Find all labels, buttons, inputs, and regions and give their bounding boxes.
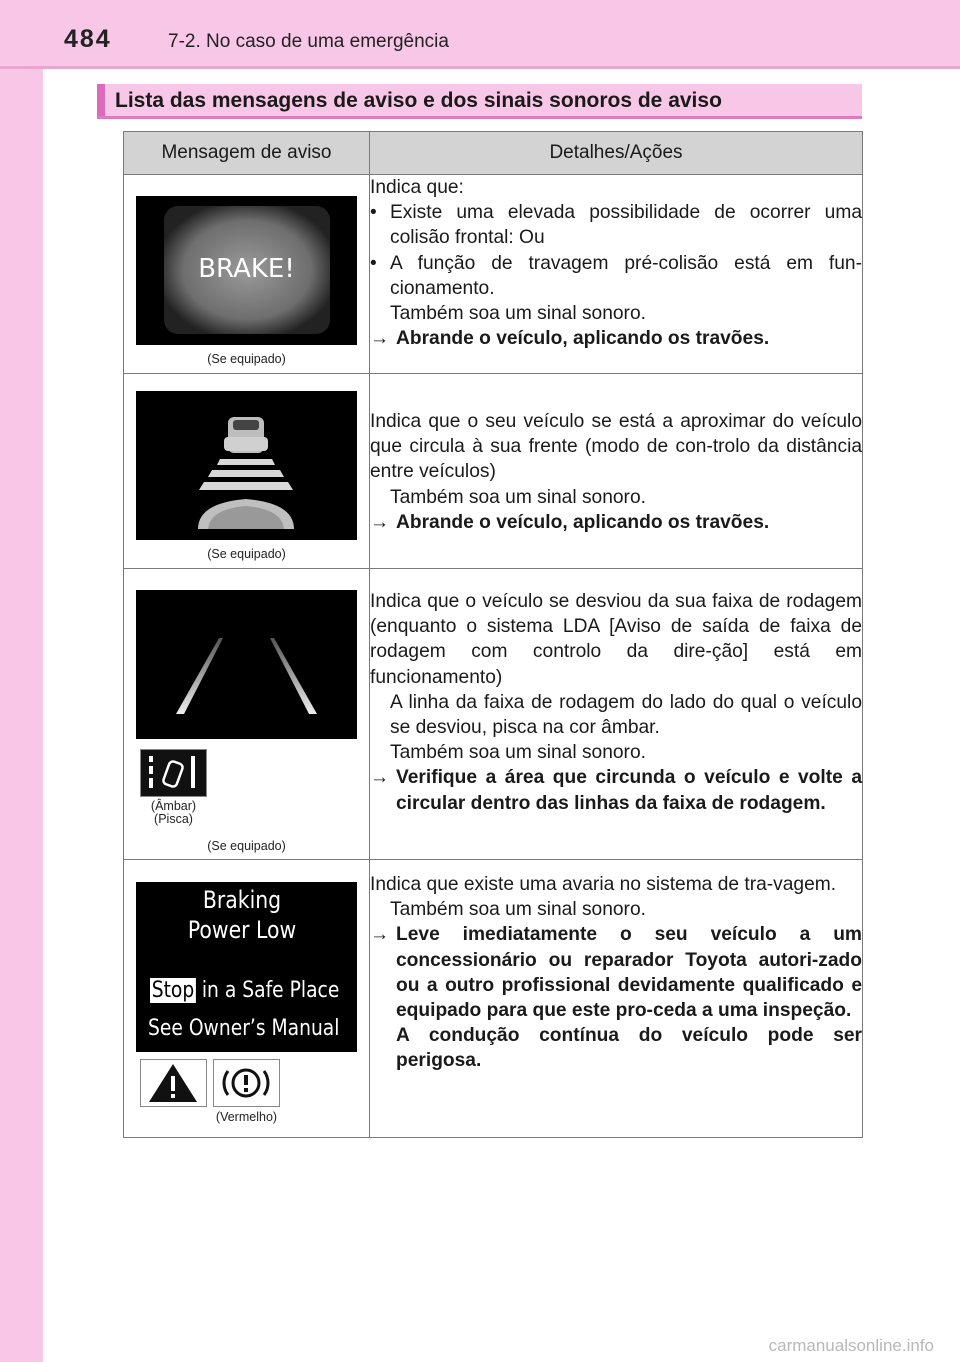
- brake-system-icon: [214, 1060, 279, 1106]
- bullet-text: Existe uma elevada possibilidade de ocorrer uma colisão frontal: Ou: [390, 202, 862, 249]
- braking-power-low-display: [136, 882, 357, 1052]
- arrow-icon: →: [370, 328, 390, 350]
- details-cell: [370, 569, 863, 860]
- details-intro: Indica que o veículo se desviou da sua faixa de rodagem (enquanto o sistema LDA [Aviso de saída de faixa de rodagem com controlo da dire-ção] está em funcionamento): [370, 591, 862, 688]
- table-row: [124, 374, 863, 569]
- display-line: in a Safe Place: [201, 978, 340, 1003]
- display-line: Braking: [202, 886, 282, 914]
- section-heading-accent: [97, 84, 105, 116]
- message-image-cell: [124, 374, 370, 569]
- details-note: Também soa um sinal sonoro.: [390, 486, 646, 508]
- col-header-message: Mensagem de aviso: [124, 132, 370, 175]
- distance-warning-display: [136, 391, 357, 540]
- brake-warning-display: [136, 196, 357, 345]
- action-text: Leve imediatamente o seu veículo a um concessionário ou reparador Toyota autori-zado ou a outro profissional devidamente qualificado e equipado para que este pro-ceda a uma inspeção.: [396, 924, 862, 1022]
- brake-system-indicator: [213, 1059, 280, 1107]
- header-band: [0, 0, 960, 66]
- bullet-glyph: •: [370, 202, 377, 224]
- details-bullet: [370, 200, 862, 250]
- details-action: [370, 510, 862, 535]
- warning-triangle-icon: [141, 1060, 206, 1106]
- action-text: Abrande o veículo, aplicando os travões.: [396, 328, 770, 350]
- chapter-title: 7-2. No caso de uma emergência: [168, 31, 449, 52]
- details-action: [370, 922, 862, 1023]
- details-cell: [370, 860, 863, 1138]
- details-note: Também soa um sinal sonoro.: [390, 899, 646, 921]
- lane-departure-indicator: [140, 749, 207, 797]
- details-action: [370, 765, 862, 815]
- action-text: Abrande o veículo, aplicando os travões.: [396, 511, 770, 533]
- bullet-text: A função de travagem pré-colisão está em fun-cionamento.: [390, 252, 862, 299]
- details-note: Também soa um sinal sonoro.: [390, 303, 646, 325]
- stop-highlight: Stop: [151, 978, 195, 1003]
- details-intro: Indica que:: [370, 177, 464, 198]
- brake-display-text: BRAKE!: [198, 254, 295, 284]
- details-note: A linha da faixa de rodagem do lado do qual o veículo se desviou, pisca na cor âmbar.: [390, 691, 862, 739]
- icon-caption-amber: (Âmbar): [150, 799, 197, 813]
- lane-departure-display: [136, 590, 357, 739]
- table-row: [124, 175, 863, 374]
- details-cell: [370, 175, 863, 374]
- image-caption: (Se equipado): [207, 352, 286, 366]
- table-header-row: [124, 132, 863, 175]
- icon-caption-flash: (Pisca): [154, 812, 193, 826]
- header-divider: [0, 66, 960, 69]
- details-cell: [370, 374, 863, 569]
- arrow-icon: →: [370, 767, 390, 789]
- warning-triangle-indicator: [140, 1059, 207, 1107]
- section-heading: [97, 84, 862, 119]
- display-line: Power Low: [187, 916, 297, 944]
- table-row: [124, 569, 863, 860]
- image-caption: (Se equipado): [207, 547, 286, 561]
- lane-lines-graphic: [136, 590, 357, 739]
- image-caption: (Vermelho): [215, 1110, 278, 1124]
- bullet-glyph: •: [370, 252, 377, 274]
- details-action-warning: A condução contínua do veículo pode ser perigosa.: [396, 1025, 862, 1072]
- side-color-band: [0, 0, 43, 1362]
- details-intro: Indica que o seu veículo se está a aproximar do veículo que circula à sua frente (modo de con-trolo da distância entre veículos): [370, 411, 862, 483]
- table-row: [124, 860, 863, 1138]
- arrow-icon: →: [370, 511, 390, 533]
- message-image-cell: [124, 860, 370, 1138]
- display-line: See Owner’s Manual: [148, 1016, 340, 1041]
- image-caption: (Se equipado): [207, 839, 286, 853]
- message-image-cell: [124, 569, 370, 860]
- lane-departure-icon: [141, 750, 206, 796]
- details-intro: Indica que existe uma avaria no sistema de tra-vagem.: [370, 874, 837, 895]
- display-line-stop: [150, 978, 339, 1003]
- page-number: 484: [64, 25, 112, 53]
- message-image-cell: [124, 175, 370, 374]
- details-bullet: [370, 251, 862, 301]
- warning-messages-table: [123, 131, 863, 1138]
- details-action: [370, 326, 862, 351]
- arrow-icon: →: [370, 924, 390, 946]
- watermark: carmanualsonline.info: [768, 1336, 934, 1355]
- action-text: Verifique a área que circunda o veículo e volte a circular dentro das linhas da faixa de rodagem.: [396, 767, 862, 814]
- section-heading-text: Lista das mensagens de aviso e dos sinais sonoros de aviso: [115, 89, 722, 112]
- col-header-details: Detalhes/Ações: [370, 132, 863, 175]
- details-note: Também soa um sinal sonoro.: [390, 742, 646, 764]
- vehicle-approach-icon: [136, 391, 357, 540]
